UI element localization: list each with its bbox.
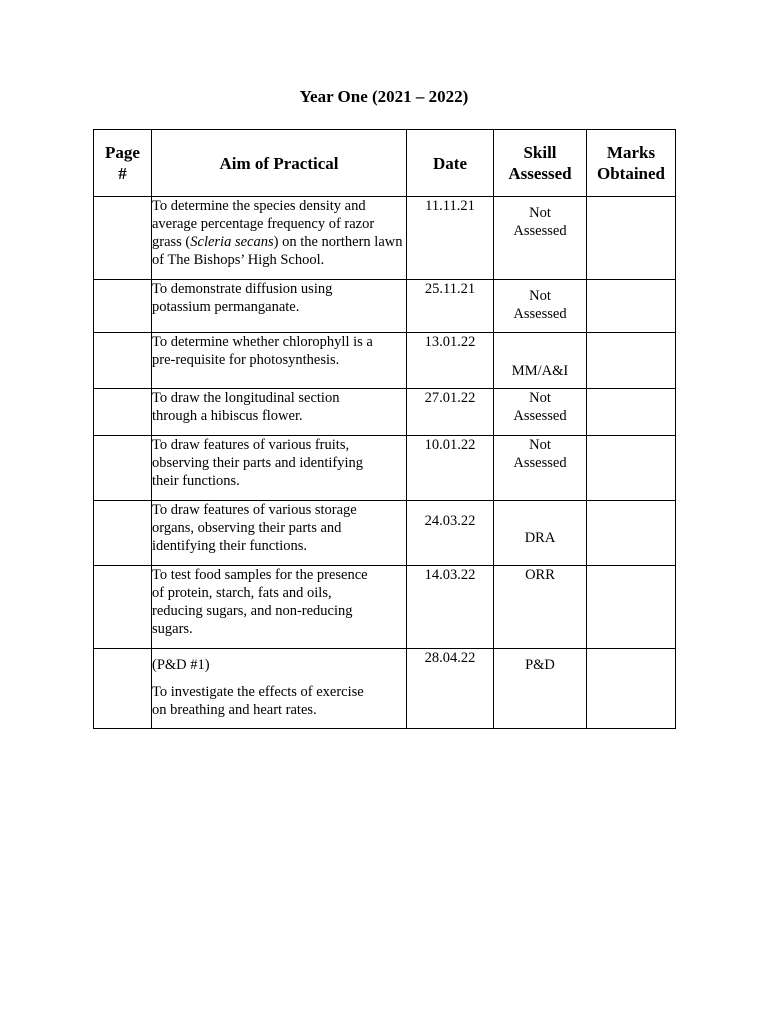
aim-text: reducing sugars, and non-reducing <box>152 603 353 619</box>
page-cell <box>94 389 152 436</box>
skill-cell <box>494 501 587 566</box>
aim-text: potassium permanganate. <box>152 299 300 315</box>
aim-text: To demonstrate diffusion using <box>152 281 333 297</box>
date-cell: 11.11.21 <box>407 197 494 280</box>
species-name: Scleria secans <box>190 234 274 250</box>
skill-text: MM/A&I <box>511 363 569 379</box>
marks-cell <box>587 333 676 389</box>
aim-text: through a hibiscus flower. <box>152 408 303 424</box>
date-cell: 13.01.22 <box>407 333 494 389</box>
marks-cell <box>587 566 676 649</box>
aim-text: To determine whether chlorophyll is a <box>152 334 373 350</box>
marks-cell <box>587 501 676 566</box>
table-row <box>94 280 676 333</box>
aim-text: of protein, starch, fats and oils, <box>152 585 332 601</box>
page-cell <box>94 197 152 280</box>
aim-cell <box>152 197 407 280</box>
skill-text: Assessed <box>513 455 567 471</box>
skill-cell <box>494 566 587 649</box>
date-cell: 28.04.22 <box>407 649 494 729</box>
table-header-row <box>94 130 676 197</box>
table-row <box>94 197 676 280</box>
skill-text: Not <box>529 390 551 406</box>
aim-text: To draw the longitudinal section <box>152 390 340 406</box>
skill-text: Not <box>529 288 551 304</box>
skill-text: Assessed <box>513 408 567 424</box>
aim-text: To test food samples for the presence <box>152 567 368 583</box>
aim-text-part: ) on the northern lawn of The Bishops’ High School. <box>152 234 403 268</box>
skill-cell <box>494 333 587 389</box>
aim-text: To investigate the effects of exercise <box>152 684 364 700</box>
header-page-symbol: # <box>118 164 127 183</box>
table-row <box>94 436 676 501</box>
skill-cell <box>494 197 587 280</box>
page-cell <box>94 649 152 729</box>
page-cell <box>94 566 152 649</box>
pd-tag: (P&D #1) <box>152 657 210 673</box>
date-cell: 10.01.22 <box>407 436 494 501</box>
skill-cell <box>494 436 587 501</box>
header-aim: Aim of Practical <box>152 130 407 197</box>
aim-text-part: To determine the species density and average percentage frequency of razor grass ( <box>152 198 375 250</box>
date-cell: 14.03.22 <box>407 566 494 649</box>
skill-text: DRA <box>524 530 556 546</box>
header-skill <box>494 130 587 197</box>
table-row <box>94 333 676 389</box>
aim-text: identifying their functions. <box>152 538 308 554</box>
skill-cell <box>494 280 587 333</box>
header-date: Date <box>407 130 494 197</box>
marks-cell <box>587 649 676 729</box>
aim-text: their functions. <box>152 473 240 489</box>
header-marks-line1: Marks <box>606 143 656 162</box>
aim-text: organs, observing their parts and <box>152 520 342 536</box>
page-cell <box>94 333 152 389</box>
skill-text: Assessed <box>513 223 567 239</box>
aim-cell <box>152 501 407 566</box>
table-row <box>94 501 676 566</box>
header-skill-line2: Assessed <box>508 164 572 183</box>
skill-text: Assessed <box>513 306 567 322</box>
page-cell <box>94 501 152 566</box>
aim-cell <box>152 436 407 501</box>
aim-text <box>152 198 402 268</box>
table-row <box>94 389 676 436</box>
aim-text: pre-requisite for photosynthesis. <box>152 352 340 368</box>
date-cell: 25.11.21 <box>407 280 494 333</box>
aim-cell <box>152 566 407 649</box>
practicals-table <box>93 129 676 729</box>
header-marks <box>587 130 676 197</box>
date-cell: 24.03.22 <box>407 501 494 566</box>
marks-cell <box>587 436 676 501</box>
header-page-label: Page <box>105 143 140 162</box>
header-marks-line2: Obtained <box>596 164 666 183</box>
page-title: Year One (2021 – 2022) <box>299 87 469 106</box>
marks-cell <box>587 389 676 436</box>
skill-text: Not <box>529 437 551 453</box>
aim-text: To draw features of various fruits, <box>152 437 350 453</box>
skill-text: ORR <box>525 567 555 583</box>
page-cell <box>94 436 152 501</box>
aim-cell <box>152 649 407 729</box>
aim-cell <box>152 280 407 333</box>
skill-text: Not <box>529 205 551 221</box>
aim-text: on breathing and heart rates. <box>152 702 317 718</box>
table-row <box>94 566 676 649</box>
aim-cell <box>152 333 407 389</box>
aim-text: observing their parts and identifying <box>152 455 364 471</box>
table-row <box>94 649 676 729</box>
marks-cell <box>587 280 676 333</box>
skill-cell <box>494 389 587 436</box>
page-cell <box>94 280 152 333</box>
aim-text: To draw features of various storage <box>152 502 357 518</box>
marks-cell <box>587 197 676 280</box>
date-cell: 27.01.22 <box>407 389 494 436</box>
aim-cell <box>152 389 407 436</box>
header-page <box>94 130 152 197</box>
header-skill-line1: Skill <box>523 143 557 162</box>
skill-cell <box>494 649 587 729</box>
skill-text: P&D <box>525 657 555 673</box>
aim-text: sugars. <box>152 621 193 637</box>
